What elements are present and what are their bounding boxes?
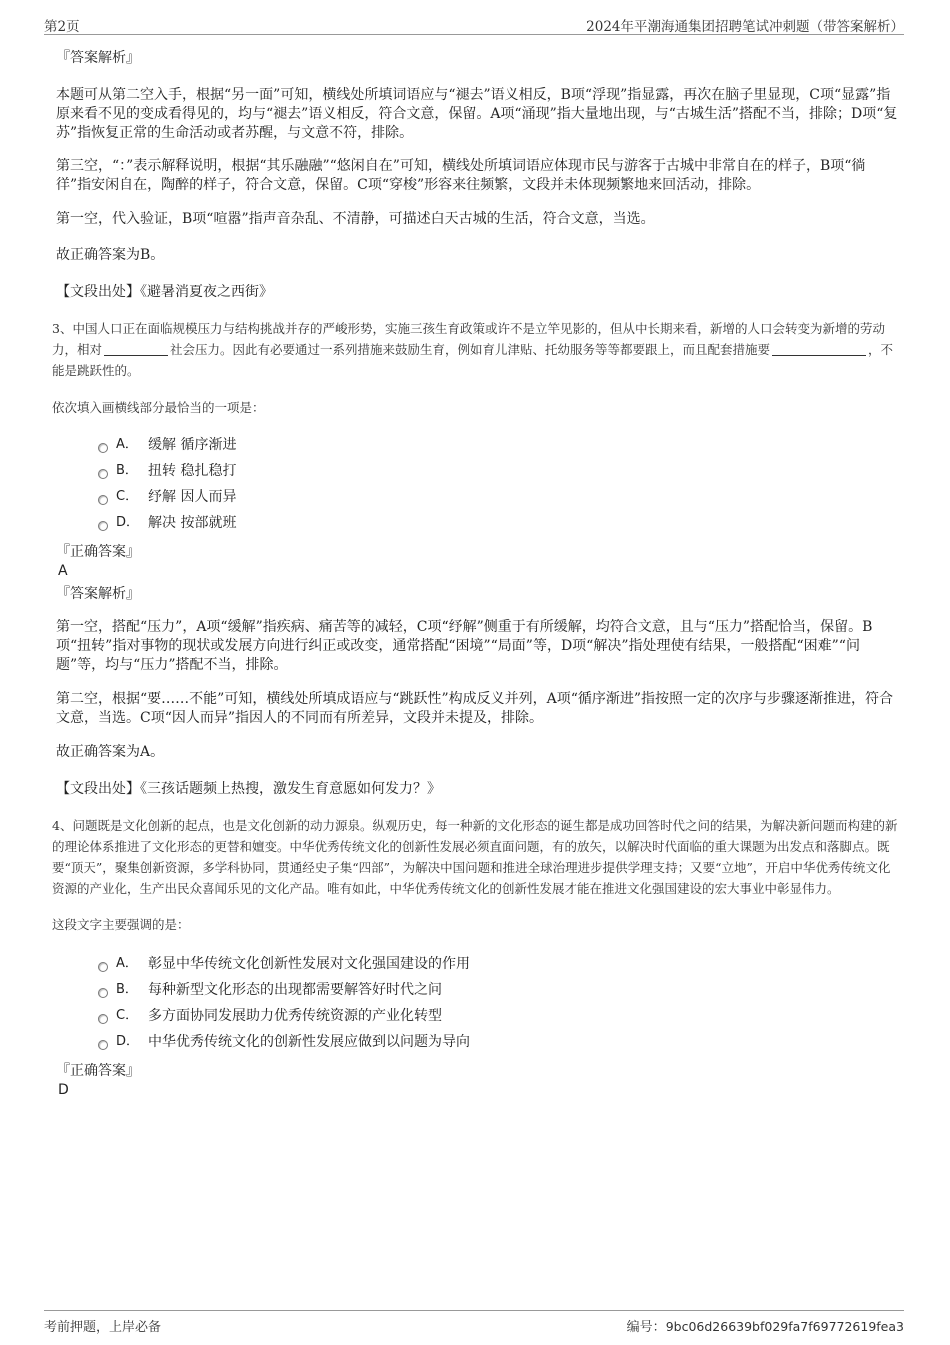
q4-option-d[interactable]: D． 中华优秀传统文化的创新性发展应做到以问题为导向 xyxy=(98,1029,898,1055)
q4-option-c[interactable]: C． 多方面协同发展助力优秀传统资源的产业化转型 xyxy=(98,1003,898,1029)
radio-icon[interactable] xyxy=(98,521,108,531)
q4-answer-label: 『正确答案』 xyxy=(56,1063,140,1079)
q3-conclusion: 故正确答案为A。 xyxy=(56,744,165,760)
q3-option-d[interactable]: D． 解决 按部就班 xyxy=(98,510,898,536)
radio-icon[interactable] xyxy=(98,469,108,479)
q3-stem: 3、中国人口正在面临规模压力与结构挑战并存的严峻形势，实施三孩生育政策或许不是立竿见影的，但从中长期来看，新增的人口会转变为新增的劳动力，相对 社会压力。因此有必要通过一系列措施来鼓励生育，例如育儿津贴、托幼服务等等都要跟上，而且配套措施要 ，不能是跳跃性的。 xyxy=(52,321,894,378)
page-footer xyxy=(44,1310,904,1337)
q2-analysis-p2: 第三空，“：”表示解释说明，根据“其乐融融”“悠闲自在”可知，横线处所填词语应体现市民与游客于古城中非常自在的样子，B项“徜徉”指安闲自在，陶醉的样子，符合文意，保留。C项“穿梭”形容来往频繁，文段并未体现频繁地来回活动，排除。 xyxy=(56,158,866,193)
page-header xyxy=(44,12,904,35)
footer-slogan: 考前押题，上岸必备 xyxy=(44,1320,162,1335)
q4-option-b[interactable]: B． 每种新型文化形态的出现都需要解答好时代之问 xyxy=(98,977,898,1003)
page-number: 第2页 xyxy=(44,19,80,35)
document-code: 编号：9bc06d26639bf029fa7f69772619fea3 xyxy=(626,1319,904,1335)
q3-answer-label: 『正确答案』 xyxy=(56,544,140,560)
radio-icon[interactable] xyxy=(98,962,108,972)
document-title: 2024年平潮海通集团招聘笔试冲刺题（带答案解析） xyxy=(586,19,904,35)
q2-analysis-p3: 第一空，代入验证，B项“喧嚣”指声音杂乱、不清静，可描述白天古城的生活，符合文意，当选。 xyxy=(56,211,655,227)
q2-source: 【文段出处】《避暑消夏夜之西街》 xyxy=(56,284,273,300)
q2-analysis-p1: 本题可从第二空入手，根据“另一面”可知，横线处所填词语应与“褪去”语义相反，B项“浮现”指显露，再次在脑子里显现，C项“显露”指原来看不见的变成看得见的，均与“褪去”语义相反，符合文意，保留。A项“涌现”指大量地出现，与“古城生活”搭配不当，排除；D项“复苏”指恢复正常的生命活动或者苏醒，与文意不符，排除。 xyxy=(56,87,898,141)
q3-source: 【文段出处】《三孩话题频上热搜，激发生育意愿如何发力？》 xyxy=(56,781,441,797)
q4-prompt: 这段文字主要强调的是： xyxy=(52,917,190,932)
radio-icon[interactable] xyxy=(98,443,108,453)
q3-analysis-p1: 第一空，搭配“压力”，A项“缓解”指疾病、痛苦等的减轻，C项“纾解”侧重于有所缓解，均符合文意，且与“压力”搭配恰当，保留。B项“扭转”指对事物的现状或发展方向进行纠正或改变，通常搭配“困境”“局面”等，D项“解决”指处理使有结果，一般搭配“困难”“问题”等，均与“压力”搭配不当，排除。 xyxy=(56,619,873,673)
q3-option-c[interactable]: C． 纾解 因人而异 xyxy=(98,484,898,510)
blank-2[interactable] xyxy=(772,341,866,356)
q3-options xyxy=(98,432,898,536)
q3-option-a[interactable]: A． 缓解 循序渐进 xyxy=(98,432,898,458)
radio-icon[interactable] xyxy=(98,1014,108,1024)
radio-icon[interactable] xyxy=(98,988,108,998)
document-content xyxy=(52,42,898,1099)
q3-analysis-p2: 第二空，根据“要……不能”可知，横线处所填成语应与“跳跃性”构成反义并列，A项“循序渐进”指按照一定的次序与步骤逐渐推进，符合文意，当选。C项“因人而异”指因人的不同而有所差异，文段并未提及，排除。 xyxy=(56,691,894,726)
q4-stem: 4、问题既是文化创新的起点，也是文化创新的动力源泉。纵观历史，每一种新的文化形态的诞生都是成功回答时代之问的结果，为解决新问题而构建的新的理论体系推进了文化形态的更替和嬗变。中华优秀传统文化的创新性发展必须直面问题，有的放矢，以解决时代面临的重大课题为出发点和落脚点。既要“顶天”，聚集创新资源，多学科协同，贯通经史子集“四部”，为解决中国问题和推进全球治理进步提供学理支持；又要“立地”，开启中华优秀传统文化资源的产业化，生产出民众喜闻乐见的文化产品。唯有如此，中华优秀传统文化的创新性发展才能在推进文化强国建设的宏大事业中彰显伟力。 xyxy=(52,818,898,896)
q2-analysis-label: 『答案解析』 xyxy=(56,50,140,66)
radio-icon[interactable] xyxy=(98,1040,108,1050)
q3-option-b[interactable]: B． 扭转 稳扎稳打 xyxy=(98,458,898,484)
q3-analysis-label: 『答案解析』 xyxy=(56,586,140,602)
q2-conclusion: 故正确答案为B。 xyxy=(56,247,165,263)
q4-option-a[interactable]: A． 彰显中华传统文化创新性发展对文化强国建设的作用 xyxy=(98,951,898,977)
q4-options xyxy=(98,951,898,1055)
q3-answer: A xyxy=(58,563,68,579)
q4-answer: D xyxy=(58,1082,69,1098)
radio-icon[interactable] xyxy=(98,495,108,505)
blank-1[interactable] xyxy=(104,341,168,356)
q3-prompt: 依次填入画横线部分最恰当的一项是： xyxy=(52,400,265,415)
